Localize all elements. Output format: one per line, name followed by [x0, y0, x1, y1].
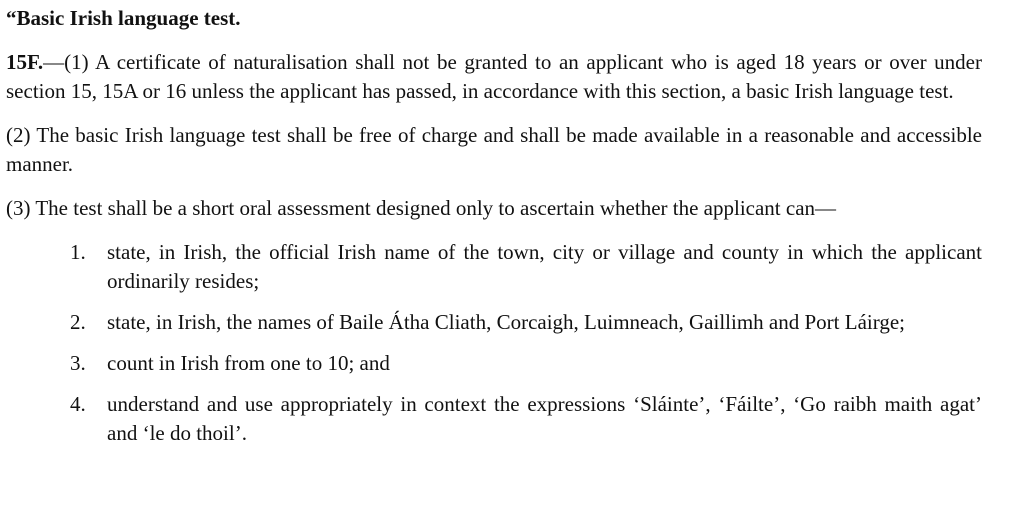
list-item — [6, 349, 982, 378]
list-item-text: count in Irish from one to 10; and — [107, 351, 390, 375]
list-item — [6, 308, 982, 337]
subsection-2: (2) The basic Irish language test shall be free of charge and shall be made available in a reasonable and accessible manner. — [6, 123, 982, 176]
requirements-list — [6, 238, 982, 448]
list-item-text: state, in Irish, the names of Baile Átha Cliath, Corcaigh, Luimneach, Gaillimh and Port Láirge; — [107, 310, 905, 334]
list-item — [6, 390, 982, 448]
list-item-text: state, in Irish, the official Irish name of the town, city or village and county in which the applicant ordinarily resides; — [107, 240, 982, 293]
section-number: 15F. — [6, 50, 44, 74]
section-heading: “Basic Irish language test. — [6, 6, 241, 30]
subsection-1 — [6, 48, 982, 106]
document-body — [6, 0, 982, 448]
list-item-number: 1. — [70, 240, 86, 264]
list-item-number: 4. — [70, 392, 86, 416]
subsection-3: (3) The test shall be a short oral assessment designed only to ascertain whether the applicant can— — [6, 196, 837, 220]
list-item-number: 2. — [70, 310, 86, 334]
subsection-1-text: —(1) A certificate of naturalisation shall not be granted to an applicant who is aged 18 years or over under section 15, 15A or 16 unless the applicant has passed, in accordance with this section, a basic Irish language test. — [6, 50, 982, 103]
list-item-text: understand and use appropriately in context the expressions ‘Sláinte’, ‘Fáilte’, ‘Go raibh maith agat’ and ‘le do thoil’. — [107, 392, 982, 445]
list-item — [6, 238, 982, 296]
list-item-number: 3. — [70, 351, 86, 375]
